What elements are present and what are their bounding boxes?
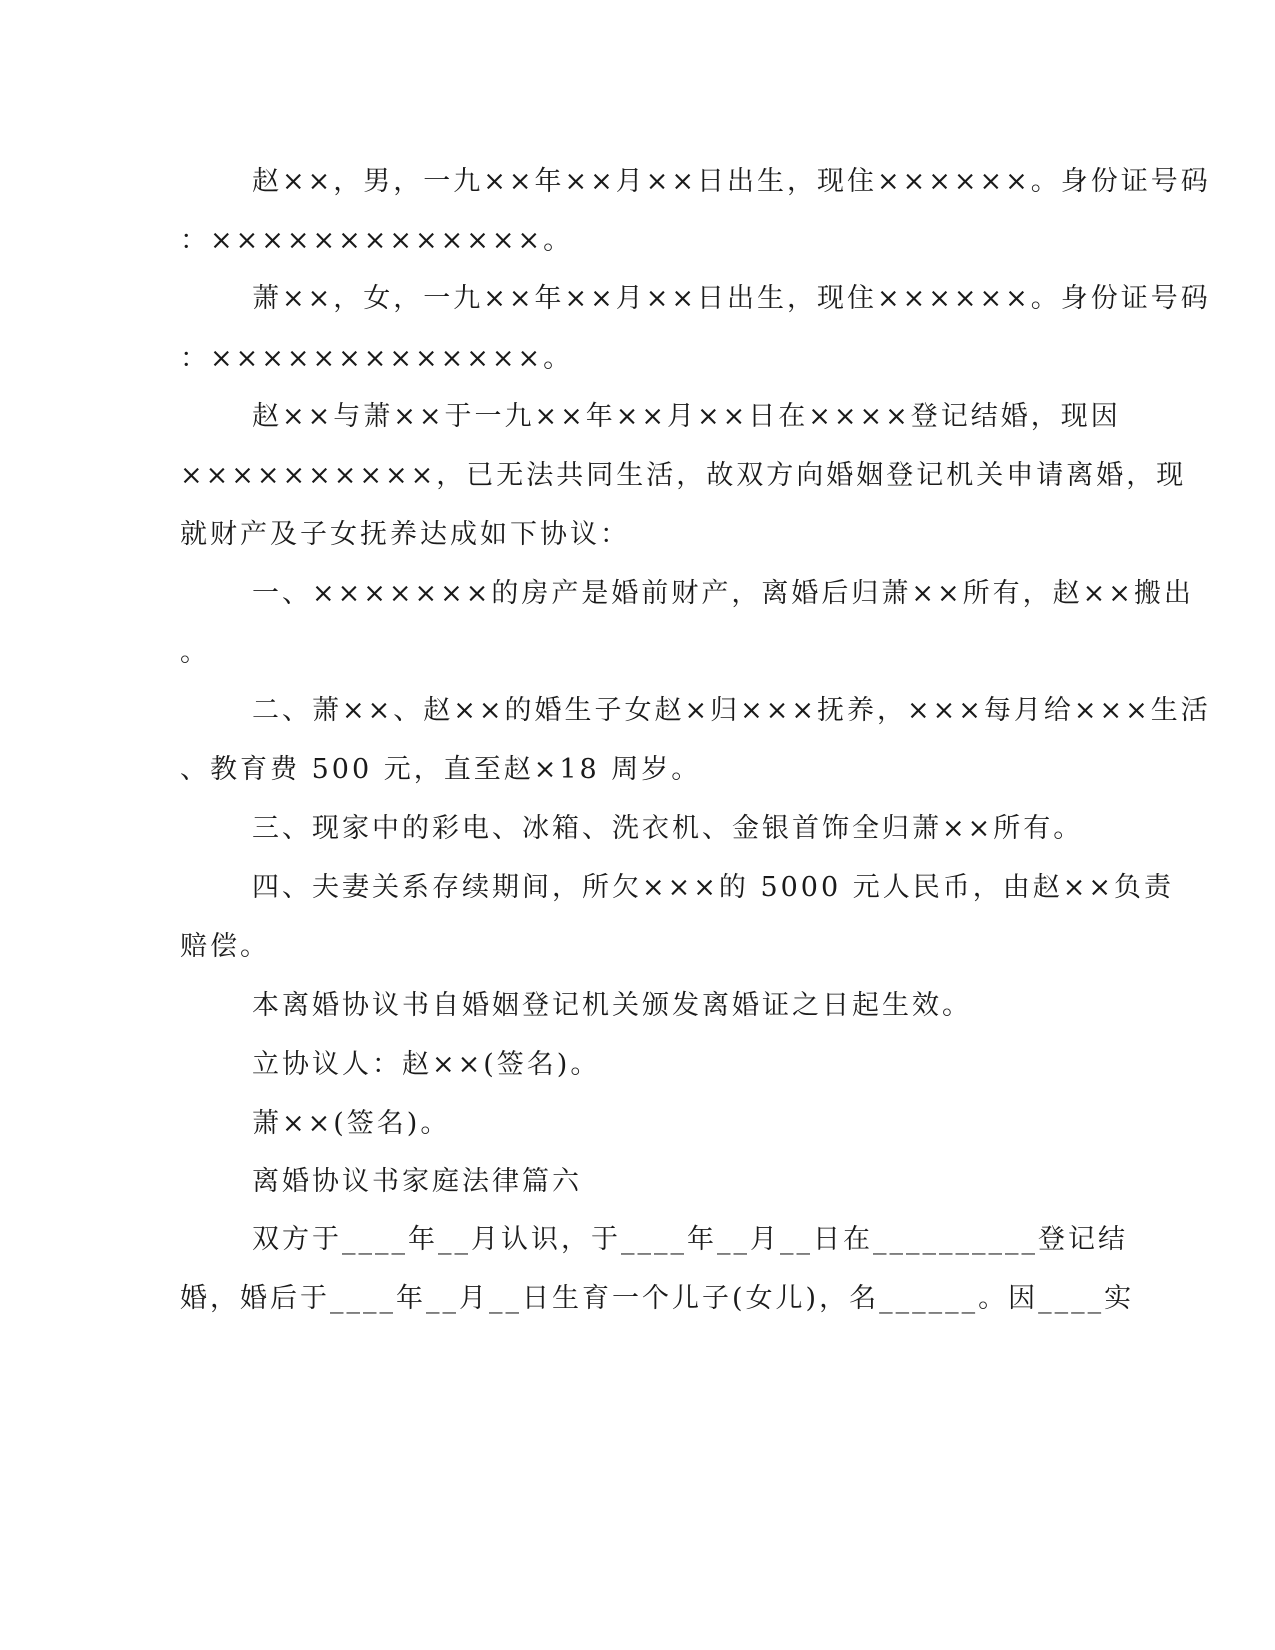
paragraph-line: ：×××××××××××××。: [180, 225, 574, 256]
paragraph-line: 萧××，女，一九××年××月××日出生，现住××××××。身份证号码: [252, 283, 1211, 314]
paragraph-line: 立协议人：赵××(签名)。: [252, 1049, 601, 1080]
paragraph-line: ：×××××××××××××。: [180, 343, 574, 374]
paragraph-line: 。: [180, 637, 210, 668]
paragraph-line: 婚，婚后于____年__月__日生育一个儿子(女儿)，名______。因____实: [180, 1283, 1135, 1314]
paragraph-line: 赵××，男，一九××年××月××日出生，现住××××××。身份证号码: [252, 166, 1211, 197]
paragraph-line: ××××××××××，已无法共同生活，故双方向婚姻登记机关申请离婚，现: [180, 460, 1187, 491]
paragraph-line: 一、×××××××的房产是婚前财产，离婚后归萧××所有，赵××搬出: [252, 578, 1194, 609]
paragraph-line: 萧××(签名)。: [252, 1108, 451, 1139]
paragraph-line: 四、夫妻关系存续期间，所欠×××的 5000 元人民币，由赵××负责: [252, 872, 1174, 903]
section-heading: 离婚协议书家庭法律篇六: [252, 1166, 582, 1197]
paragraph-line: 赵××与萧××于一九××年××月××日在××××登记结婚，现因: [252, 401, 1121, 432]
paragraph-line: 就财产及子女抚养达成如下协议：: [180, 519, 630, 550]
paragraph-line: 、教育费 500 元，直至赵×18 周岁。: [180, 754, 702, 785]
paragraph-line: 本离婚协议书自婚姻登记机关颁发离婚证之日起生效。: [252, 990, 972, 1021]
paragraph-line: 三、现家中的彩电、冰箱、洗衣机、金银首饰全归萧××所有。: [252, 813, 1084, 844]
paragraph-line: 二、萧××、赵××的婚生子女赵×归×××抚养，×××每月给×××生活: [252, 695, 1211, 726]
paragraph-line: 双方于____年__月认识，于____年__月__日在__________登记结: [252, 1224, 1128, 1255]
paragraph-line: 赔偿。: [180, 931, 270, 962]
